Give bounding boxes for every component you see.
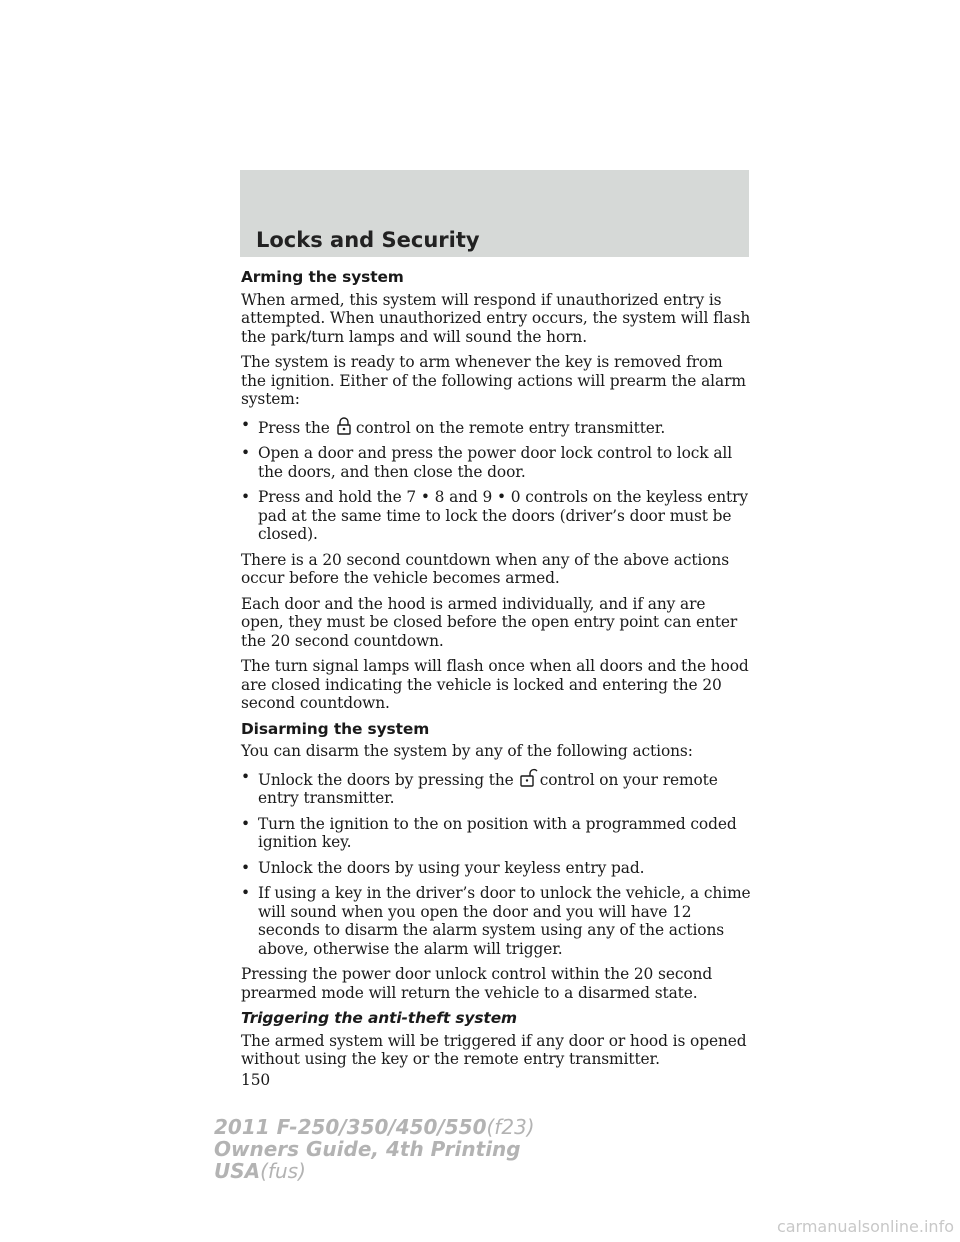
arming-bullet-1-text-b: control on the remote entry transmitter. [355, 418, 666, 437]
disarming-bullet-list [241, 768, 751, 959]
watermark: carmanualsonline.info [776, 1217, 954, 1236]
heading-arming: Arming the system [241, 268, 404, 286]
arming-bullet-1-text-a: Press the [258, 418, 330, 437]
heading-triggering: Triggering the anti-theft system [241, 1009, 517, 1027]
disarming-paragraph-2: Pressing the power door unlock control within the 20 second prearmed mode will return the vehicle to a disarmed state. [241, 965, 713, 1002]
footer-model-code: (f23) [486, 1115, 535, 1139]
footer-market: USA [214, 1159, 261, 1183]
arming-paragraph-4: Each door and the hood is armed individually, and if any are open, they must be closed before the open entry point can enter the 20 second countdown. [241, 594, 738, 650]
arming-paragraph-5: The turn signal lamps will flash once when all doors and the hood are closed indicating the vehicle is locked and entering the 20 second countdown. [241, 657, 749, 712]
unlock-icon [518, 768, 538, 788]
disarming-bullet-3 [241, 859, 751, 878]
lock-icon [334, 416, 354, 436]
disarming-bullet-2 [241, 815, 751, 852]
page-number: 150 [241, 1070, 271, 1089]
footer-line-2: Owners Guide, 4th Printing [214, 1137, 521, 1161]
bullet-dot: • [241, 814, 250, 833]
arming-paragraph-1: When armed, this system will respond if unauthorized entry is attempted. When unauthorized entry occurs, the system will flash the park/turn lamps and will sound the horn. [241, 290, 751, 346]
arming-bullet-3 [241, 488, 751, 544]
arming-bullet-2 [241, 444, 751, 481]
arming-paragraph-2: The system is ready to arm whenever the key is removed from the ignition. Either of the following actions will prearm the alarm system: [241, 353, 746, 408]
bullet-dot: • [241, 444, 250, 462]
disarming-bullet-1-text-a: Unlock the doors by pressing the [258, 770, 514, 789]
disarming-bullet-3-text: Unlock the doors by using your keyless entry pad. [258, 858, 645, 877]
triggering-paragraph-1: The armed system will be triggered if any door or hood is opened without using the key or the remote entry transmitter. [241, 1031, 747, 1068]
bullet-dot: • [241, 858, 250, 877]
bullet-dot: • [241, 767, 250, 786]
heading-disarming: Disarming the system [241, 719, 430, 738]
bullet-dot: • [241, 415, 250, 434]
section-title: Locks and Security [256, 228, 480, 252]
disarming-bullet-4 [241, 884, 751, 958]
document-footer [214, 1116, 535, 1182]
footer-line-3 [214, 1160, 535, 1182]
disarming-bullet-1 [241, 768, 751, 808]
footer-market-code: (fus) [260, 1159, 306, 1183]
disarming-bullet-4-text: If using a key in the driver’s door to unlock the vehicle, a chime will sound when you open the door and you will have 12 seconds to disarm the alarm system using any of the actions above, otherwise the alarm will trigger. [258, 884, 751, 958]
footer-model: 2011 F-250/350/450/550 [214, 1115, 487, 1139]
section-header-box [240, 170, 749, 257]
disarming-bullet-2-text: Turn the ignition to the on position with a programmed coded ignition key. [258, 814, 737, 851]
arming-bullet-3-text: Press and hold the 7 • 8 and 9 • 0 controls on the keyless entry pad at the same time to lock the doors (driver’s door must be closed). [258, 488, 748, 543]
bullet-dot: • [241, 488, 250, 506]
arming-bullet-list [241, 416, 751, 544]
arming-bullet-2-text: Open a door and press the power door lock control to lock all the doors, and then close the door. [258, 444, 733, 481]
footer-line-1 [214, 1116, 535, 1138]
disarming-bullet-1-text-b: control on your remote entry transmitter. [258, 770, 718, 807]
bullet-dot: • [241, 884, 250, 902]
disarming-paragraph-1: You can disarm the system by any of the following actions: [241, 742, 693, 760]
arming-paragraph-3: There is a 20 second countdown when any of the above actions occur before the vehicle becomes armed. [241, 550, 730, 587]
arming-bullet-1 [241, 416, 751, 438]
page-content [241, 268, 751, 1096]
